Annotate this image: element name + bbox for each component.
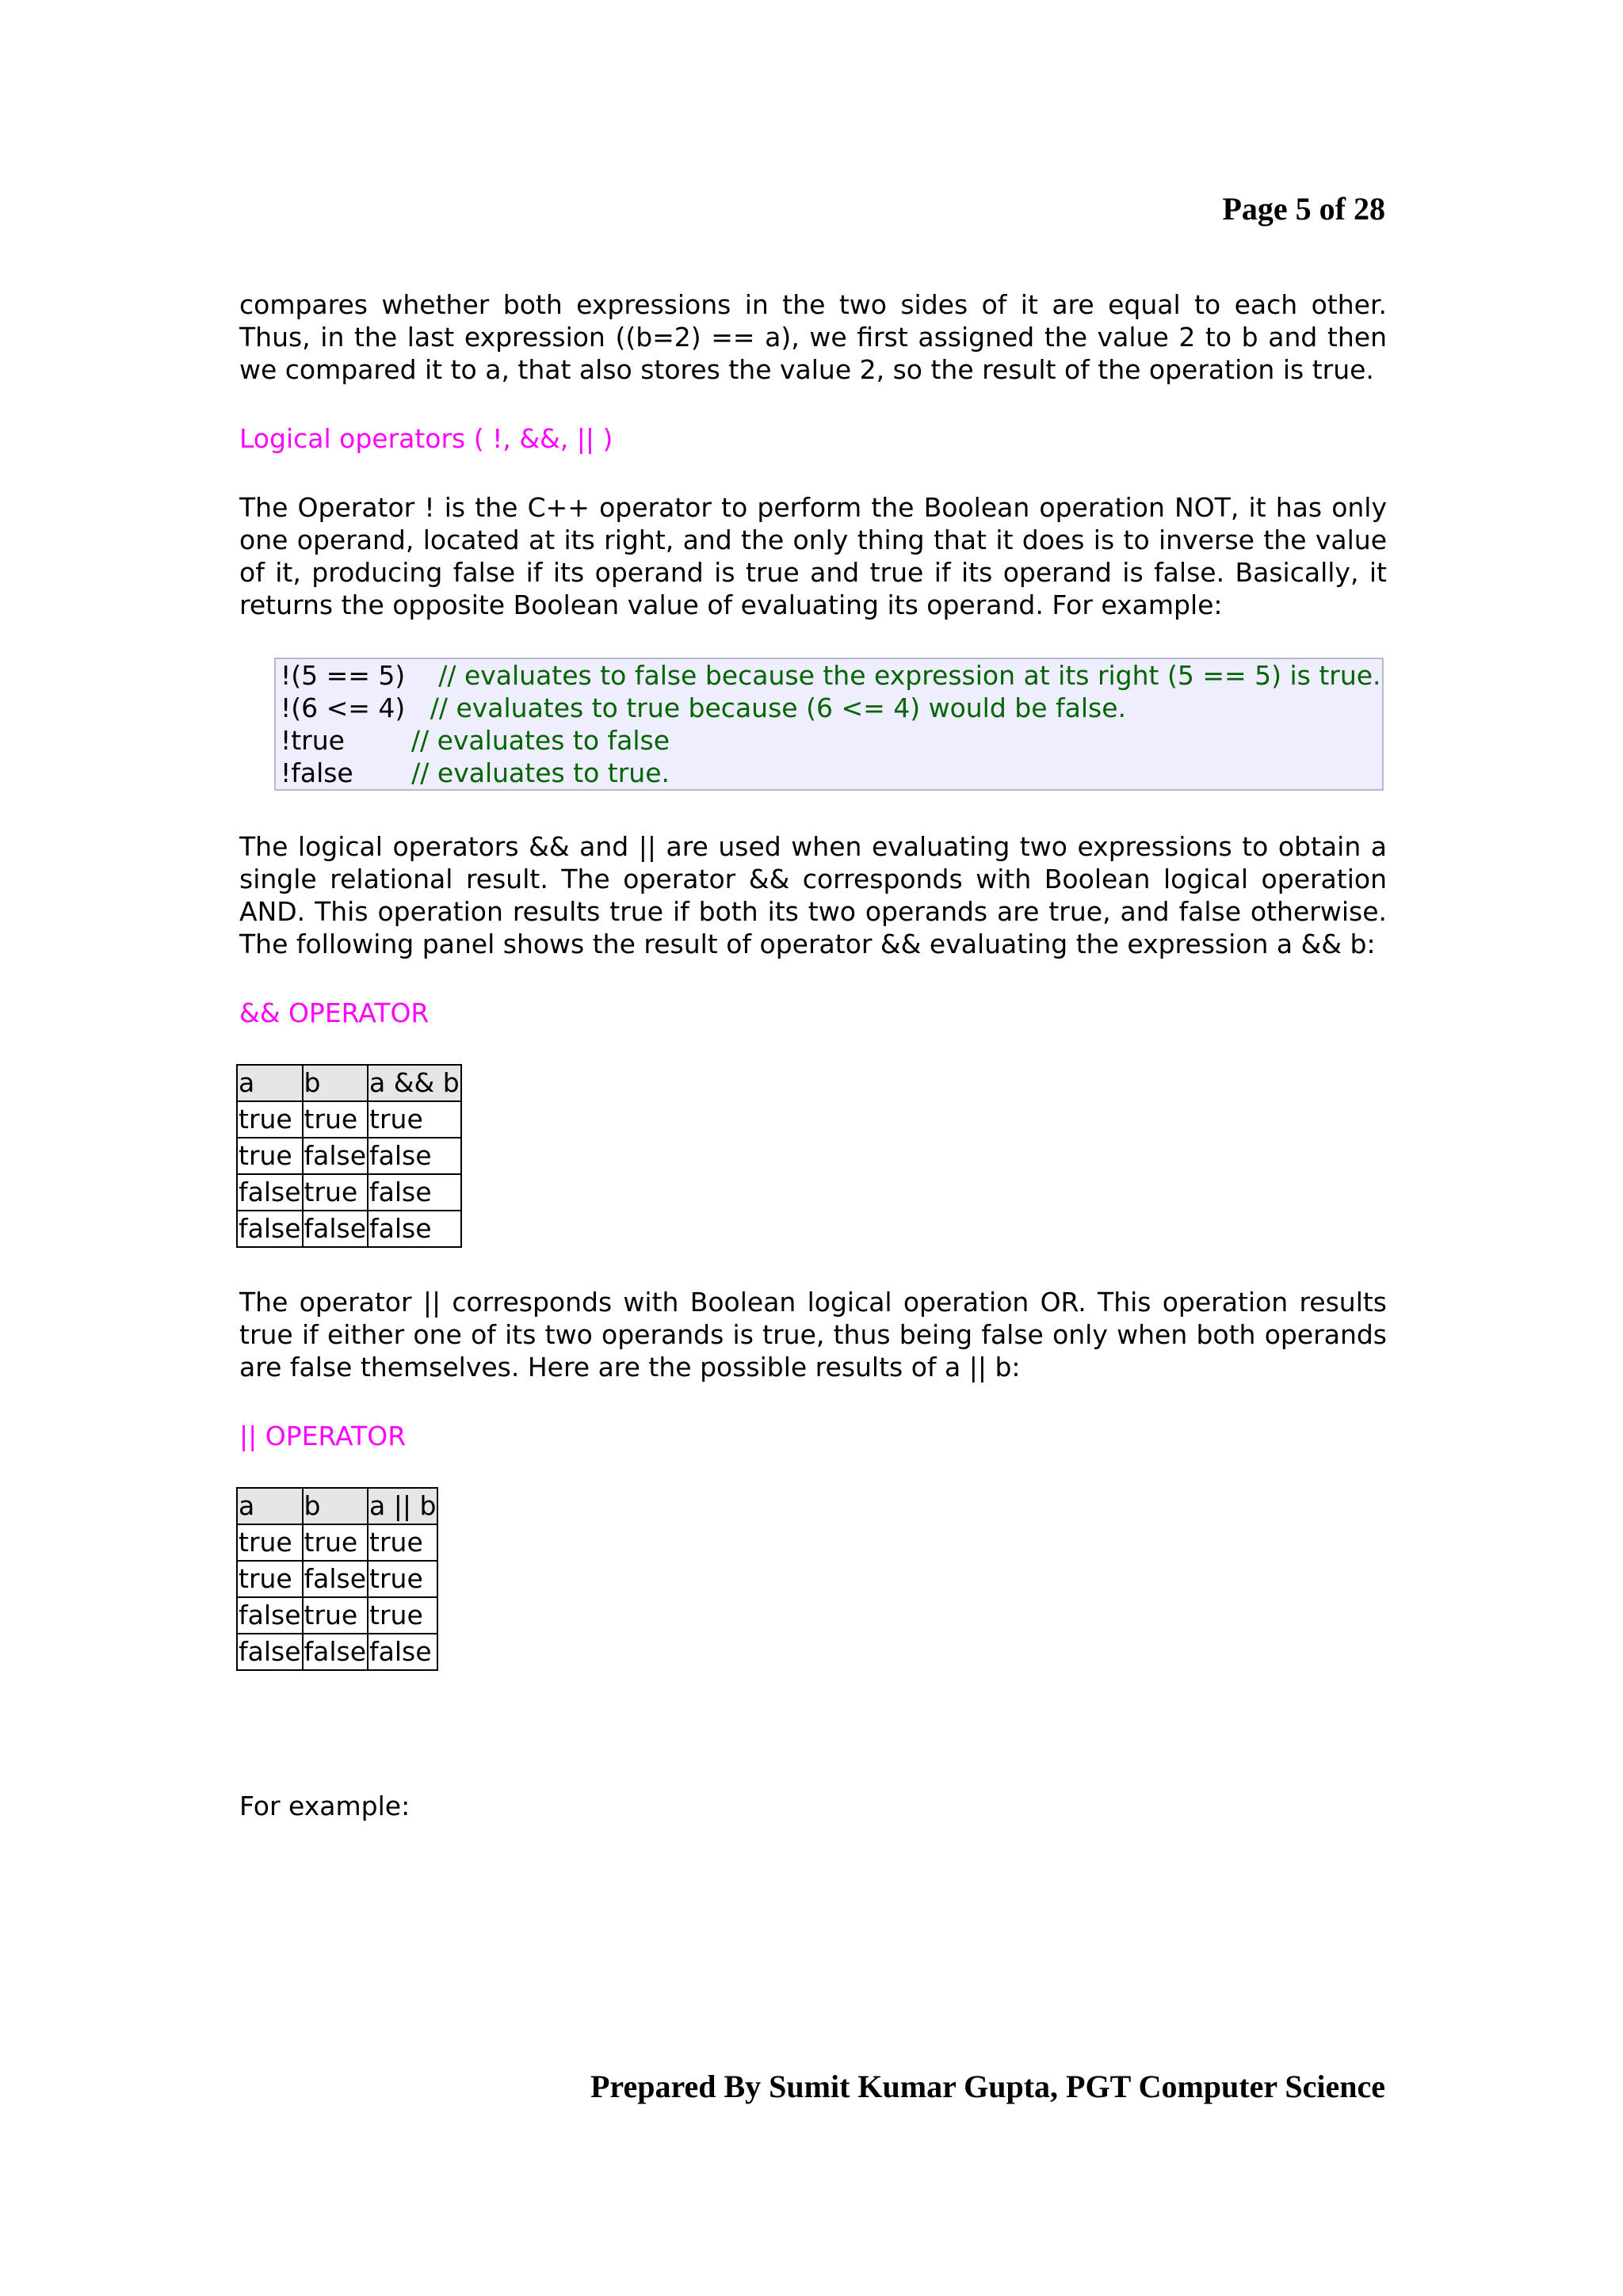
or-operator-heading: || OPERATOR	[239, 1421, 407, 1451]
footer-credit: Prepared By Sumit Kumar Gupta, PGT Computer Science	[590, 2069, 1385, 2104]
table-cell: true	[237, 1138, 303, 1174]
table-row	[237, 1561, 437, 1597]
table-cell: true	[303, 1174, 369, 1211]
table-cell: false	[303, 1211, 369, 1247]
code-comment: // evaluates to false because the expression at its right (5 == 5) is true.	[438, 660, 1381, 691]
table-row	[237, 1101, 461, 1138]
code-expression: !false	[281, 757, 412, 788]
page-content	[239, 288, 1387, 1822]
or-truth-table	[236, 1487, 438, 1671]
table-row	[237, 1138, 461, 1174]
table-cell: false	[303, 1561, 369, 1597]
table-cell: false	[237, 1634, 303, 1670]
table-cell: false	[237, 1174, 303, 1211]
table-row	[237, 1211, 461, 1247]
table-cell: true	[237, 1561, 303, 1597]
table-cell: false	[368, 1174, 461, 1211]
table-cell: true	[368, 1561, 437, 1597]
not-operator-paragraph: The Operator ! is the C++ operator to perform the Boolean operation NOT, it has only one operand, located at its right, and the only thing that it does is to inverse the value of it, producing false if its operand is true and true if its operand is false. Basically, it returns the opposite Boolean value of evaluating its operand. For example:	[239, 492, 1387, 620]
code-expression: !true	[281, 725, 411, 756]
page-number: Page 5 of 28	[1222, 191, 1385, 227]
table-header-cell: a	[237, 1065, 303, 1101]
table-cell: true	[303, 1597, 369, 1634]
table-cell: true	[237, 1524, 303, 1561]
table-cell: false	[368, 1634, 437, 1670]
code-line	[281, 724, 1382, 757]
code-comment: // evaluates to true because (6 <= 4) would be false.	[430, 692, 1127, 723]
table-cell: false	[237, 1597, 303, 1634]
and-operator-heading: && OPERATOR	[239, 997, 430, 1028]
table-header-cell: b	[303, 1065, 369, 1101]
table-cell: true	[368, 1597, 437, 1634]
table-cell: false	[303, 1634, 369, 1670]
table-cell: true	[237, 1101, 303, 1138]
code-comment: // evaluates to false	[411, 725, 670, 756]
table-cell: true	[303, 1101, 369, 1138]
code-comment: // evaluates to true.	[411, 757, 670, 788]
table-cell: false	[368, 1138, 461, 1174]
table-header-cell: a || b	[368, 1488, 437, 1524]
for-example-text: For example:	[239, 1791, 411, 1821]
table-row	[237, 1634, 437, 1670]
and-operator-paragraph: The logical operators && and || are used when evaluating two expressions to obtain a single relational result. The operator && corresponds with Boolean logical operation AND. This operation results true if both its two operands are true, and false otherwise. The following panel shows the result of operator && evaluating the expression a && b:	[239, 831, 1387, 959]
table-row	[237, 1524, 437, 1561]
code-line	[281, 757, 1382, 789]
table-header-cell: b	[303, 1488, 369, 1524]
code-expression: !(5 == 5)	[281, 660, 439, 691]
table-row	[237, 1597, 437, 1634]
table-header-row	[237, 1488, 437, 1524]
table-row	[237, 1174, 461, 1211]
table-cell: false	[368, 1211, 461, 1247]
table-cell: false	[237, 1211, 303, 1247]
table-cell: true	[368, 1524, 437, 1561]
table-cell: true	[303, 1524, 369, 1561]
code-line	[281, 659, 1382, 692]
intro-paragraph: compares whether both expressions in the two sides of it are equal to each other. Thus, in the last expression ((b=2) == a), we first assigned the value 2 to b and then we compared it to a, that also stores the value 2, so the result of the operation is true.	[239, 289, 1387, 385]
and-truth-table	[236, 1064, 462, 1248]
table-header-cell: a && b	[368, 1065, 461, 1101]
code-example-box	[274, 658, 1384, 791]
table-cell: false	[303, 1138, 369, 1174]
or-operator-paragraph: The operator || corresponds with Boolean logical operation OR. This operation results true if either one of its two operands is true, thus being false only when both operands are false themselves. Here are the possible results of a || b:	[239, 1287, 1387, 1383]
code-line	[281, 692, 1382, 724]
table-header-row	[237, 1065, 461, 1101]
code-expression: !(6 <= 4)	[281, 692, 430, 723]
table-header-cell: a	[237, 1488, 303, 1524]
logical-operators-heading: Logical operators ( !, &&, || )	[239, 423, 613, 454]
table-cell: true	[368, 1101, 461, 1138]
